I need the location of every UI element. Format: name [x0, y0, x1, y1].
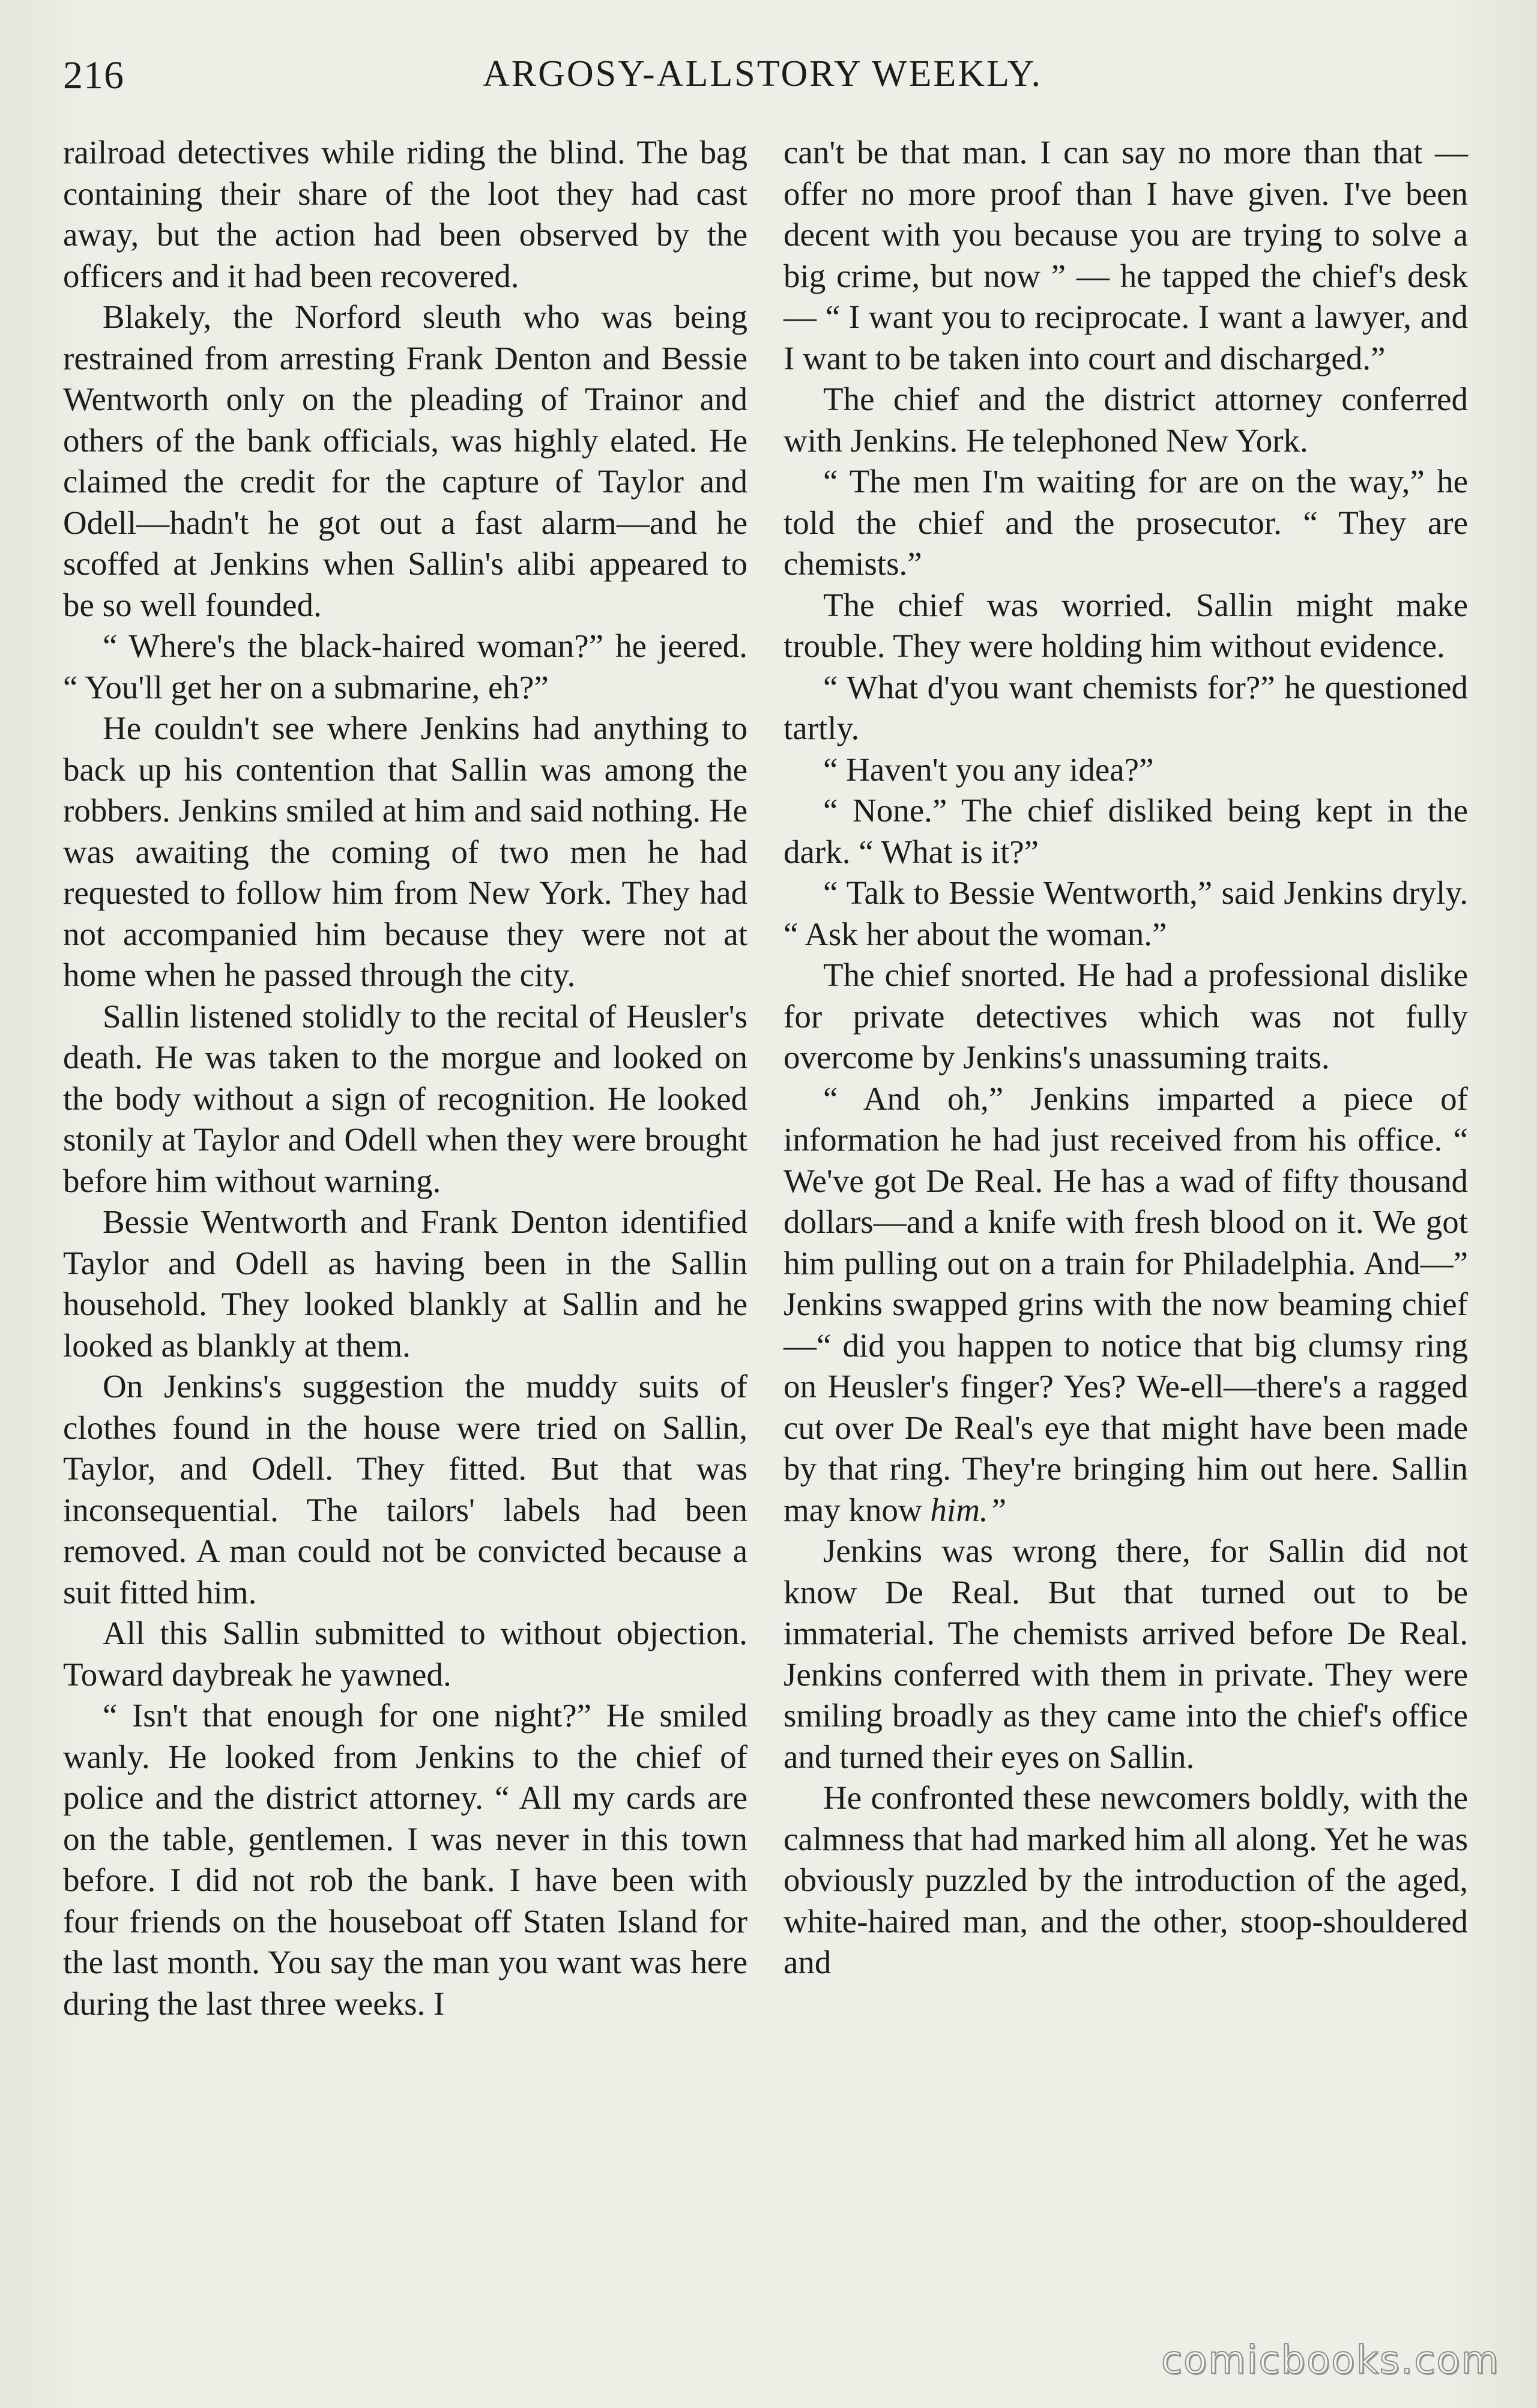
paragraph: Jenkins was wrong there, for Sallin did not know De Real. But that turned out to be immaterial. The chemists arrived before De Real. Jenkins conferred with them in private. They were smiling broadly as they came into the chief's office and turned their eyes on Sallin.: [784, 1532, 1468, 1775]
paragraph: Blakely, the Norford sleuth who was being restrained from arresting Frank Denton and Bessie Wentworth only on the pleading of Trainor and others of the bank officials, was highly elated. He claimed the credit for the capture of Taylor and Odell—hadn't he got out a fast alarm—and he scoffed at Jenkins when Sallin's alibi appeared to be so well founded.: [63, 298, 747, 623]
paragraph: Sallin listened stolidly to the recital of Heusler's death. He was taken to the morgue and looked on the body without a sign of recognition. He looked stonily at Taylor and Odell when they were brought before him without warning.: [63, 997, 747, 1199]
paragraph: The chief was worried. Sallin might make trouble. They were holding him without evidence.: [784, 586, 1468, 664]
paragraph: All this Sallin submitted to without objection. Toward daybreak he yawned.: [63, 1615, 747, 1693]
page-header: [63, 53, 1462, 113]
paragraph: On Jenkins's suggestion the muddy suits of clothes found in the house were tried on Sallin, Taylor, and Odell. They fitted. But that was inconsequential. The tailors' labels had been removed. A man could not be convicted because a suit fitted him.: [63, 1368, 747, 1611]
paragraph: can't be that man. I can say no more than that — offer no more proof than I have given. I've been decent with you because you are trying to solve a big crime, but now ” — he tapped the chief's desk — “ I want you to reciprocate. I want a lawyer, and I want to be taken into court and discharged.”: [784, 134, 1468, 377]
paragraph: “ What d'you want chemists for?” he questioned tartly.: [784, 668, 1468, 746]
paragraph-text: “ And oh,” Jenkins imparted a piece of information he had just received from his office. “ We've got De Real. He has a wad of fifty thousand dollars—and a knife with fresh blood on it. We got him pulling out on a train for Philadelphia. And—” Jenkins swapped grins with the now beaming chief—“ did you happen to notice that big clumsy ring on Heusler's finger? Yes? We-ell—there's a ragged cut over De Real's eye that might have been made by that ring. They're bringing him out here. Sallin may know: [784, 1080, 1468, 1528]
paragraph: [784, 1078, 1468, 1531]
paragraph: “ Haven't you any idea?”: [823, 751, 1154, 788]
paragraph: Bessie Wentworth and Frank Denton identified Taylor and Odell as having been in the Sallin household. They looked blankly at Sallin and he looked as blankly at them.: [63, 1203, 747, 1364]
paragraph: “ Where's the black-haired woman?” he jeered. “ You'll get her on a submarine, eh?”: [63, 628, 747, 706]
paragraph: He couldn't see where Jenkins had anything to back up his contention that Sallin was among the robbers. Jenkins smiled at him and said nothing. He was awaiting the coming of two men he had requested to follow him from New York. They had not accompanied him because they were not at home when he passed through the city.: [63, 710, 747, 993]
watermark: comicbooks.com: [1161, 2338, 1500, 2383]
left-column: [63, 132, 747, 2024]
paragraph: The chief and the district attorney conferred with Jenkins. He telephoned New York.: [784, 381, 1468, 459]
italic-word: him.”: [930, 1491, 1007, 1528]
paragraph: “ None.” The chief disliked being kept in the dark. “ What is it?”: [784, 792, 1468, 870]
paragraph: “ The men I'm waiting for are on the way,” he told the chief and the prosecutor. “ They are chemists.”: [784, 463, 1468, 582]
paragraph: The chief snorted. He had a professional dislike for private detectives which was not fully overcome by Jenkins's unassuming traits.: [784, 957, 1468, 1075]
paragraph: He confronted these newcomers boldly, with the calmness that had marked him all along. Yet he was obviously puzzled by the introduction of the aged, white-haired man, and the other, stoop-shouldered and: [784, 1779, 1468, 1980]
right-column: [784, 132, 1468, 1983]
paragraph: “ Isn't that enough for one night?” He smiled wanly. He looked from Jenkins to the chief of police and the district attorney. “ All my cards are on the table, gentlemen. I was never in this town before. I did not rob the bank. I have been with four friends on the houseboat off Staten Island for the last month. You say the man you want was here during the last three weeks. I: [63, 1697, 747, 2022]
paragraph: railroad detectives while riding the blind. The bag containing their share of the loot they had cast away, but the action had been observed by the officers and it had been recovered.: [63, 134, 747, 294]
running-title: ARGOSY-ALLSTORY WEEKLY.: [482, 53, 1042, 94]
page-number: 216: [63, 53, 124, 97]
paragraph: “ Talk to Bessie Wentworth,” said Jenkins dryly. “ Ask her about the woman.”: [784, 874, 1468, 952]
